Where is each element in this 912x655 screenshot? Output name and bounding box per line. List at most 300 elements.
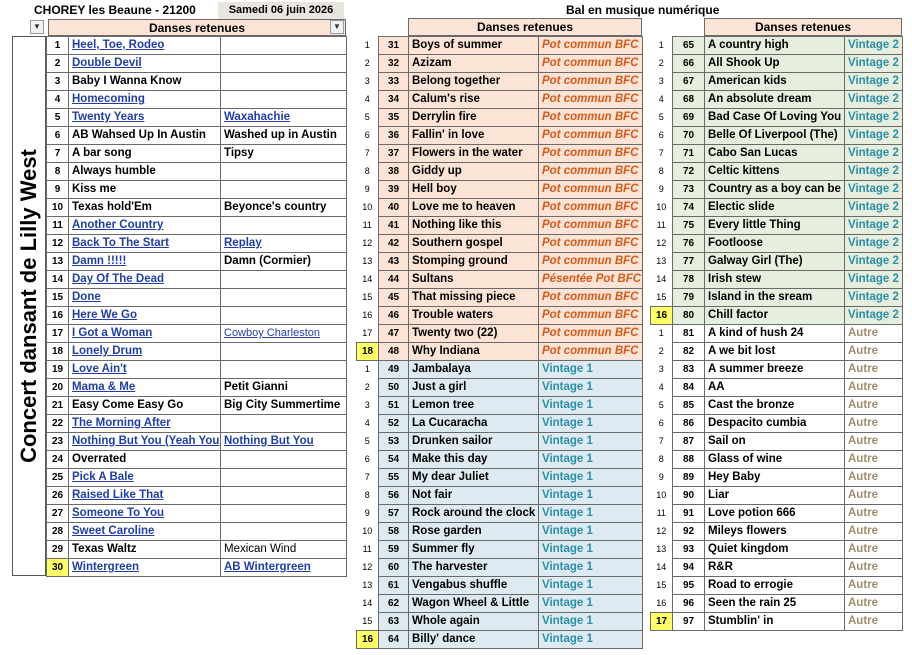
row-number: 63 [379,613,409,631]
dance-title: Quiet kingdom [705,541,845,559]
alt-title [221,505,347,523]
alt-title [221,487,347,505]
category-label: Vintage 2 [845,55,903,73]
group-index: 7 [658,436,664,446]
alt-title [221,127,347,145]
dance-title: Jambalaya [409,361,539,379]
dance-title [69,451,221,469]
category-label: Vintage 1 [539,505,643,523]
dance-title[interactable] [69,271,221,289]
dance-title: Not fair [409,487,539,505]
table-row [357,541,643,559]
group-index: 8 [658,454,664,464]
row-number: 87 [673,433,705,451]
table-row [357,559,643,577]
dance-name: A bar song [72,147,132,159]
dance-title: Southern gospel [409,235,539,253]
right-column-header-label: Danses retenues [754,20,852,34]
category-label: Pot commun BFC [539,217,643,235]
group-index: 1 [364,40,370,50]
group-index: 10 [656,202,667,212]
group-index: 15 [362,292,373,302]
dance-title[interactable] [69,55,221,73]
row-number: 31 [379,37,409,55]
group-index: 13 [656,256,667,266]
alt-name: Washed up in Austin [224,129,337,141]
dance-title [69,199,221,217]
alt-link[interactable]: Nothing But You [224,435,314,447]
row-number: 54 [379,451,409,469]
dance-link[interactable]: Another Country [72,219,164,231]
table-row [651,217,903,235]
alt-title [221,217,347,235]
group-index: 9 [658,472,664,482]
dance-title[interactable] [69,523,221,541]
table-row [47,235,347,253]
dance-title[interactable] [69,109,221,127]
alt-link[interactable]: Replay [224,237,262,249]
alt-title [221,91,347,109]
row-number: 43 [379,253,409,271]
table-row [651,289,903,307]
alt-title [221,307,347,325]
row-number: 35 [379,109,409,127]
filter-dropdown-icon-2[interactable]: ▼ [330,20,344,34]
table-row [651,487,903,505]
table-row [47,469,347,487]
table-row [47,55,347,73]
table-row [357,217,643,235]
dance-link[interactable]: The Morning After [72,417,171,429]
table-row [357,181,643,199]
row-number: 7 [47,145,69,163]
dance-title[interactable] [69,91,221,109]
category-label: Autre [845,451,903,469]
category-label: Autre [845,343,903,361]
dance-link[interactable]: Nothing But You (Yeah You [72,435,220,447]
category-label: Vintage 1 [539,595,643,613]
category-label: Autre [845,379,903,397]
group-index: 12 [656,526,667,536]
dance-title[interactable] [69,469,221,487]
group-index: 14 [362,274,373,284]
dance-title: Billy' dance [409,631,539,649]
table-row [651,577,903,595]
row-number: 3 [47,73,69,91]
group-index: 14 [362,598,373,608]
dance-title: Why Indiana [409,343,539,361]
table-row [47,145,347,163]
category-label: Autre [845,577,903,595]
row-number: 48 [379,343,409,361]
dance-title[interactable] [69,253,221,271]
group-index: 7 [364,472,370,482]
row-number: 41 [379,217,409,235]
dance-title[interactable] [69,235,221,253]
table-row [357,253,643,271]
row-number: 37 [379,145,409,163]
dance-link[interactable]: Twenty Years [72,111,145,123]
table-row [357,595,643,613]
table-row [357,55,643,73]
dance-title: An absolute dream [705,91,845,109]
row-number: 21 [47,397,69,415]
dance-link[interactable]: Wintergreen [72,561,139,573]
alt-title[interactable] [221,325,347,343]
dance-title: Derrylin fire [409,109,539,127]
dance-link[interactable]: I Got a Woman [72,327,153,339]
alt-title [221,523,347,541]
middle-column-header [408,18,642,36]
alt-title[interactable] [221,433,347,451]
category-label: Pot commun BFC [539,253,643,271]
alt-link[interactable]: Cowboy Charleston [224,327,320,339]
event-date: Samedi 06 juin 2026 [218,2,344,19]
dance-title: Irish stew [705,271,845,289]
row-number: 26 [47,487,69,505]
dance-title [69,163,221,181]
table-row [47,217,347,235]
dance-title: A kind of hush 24 [705,325,845,343]
row-number: 76 [673,235,705,253]
dance-title[interactable] [69,415,221,433]
vertical-title: Concert dansant de Lilly West [16,149,41,463]
dance-link[interactable]: Heel, Toe, Rodeo [72,39,165,51]
left-column-header-label: Danses retenues [148,21,246,35]
dance-title: Drunken sailor [409,433,539,451]
dance-title: Make this day [409,451,539,469]
group-index: 1 [658,40,664,50]
dance-link[interactable]: Lonely Drum [72,345,143,357]
table-row [357,469,643,487]
dance-title: Rock around the clock [409,505,539,523]
category-label: Autre [845,613,903,631]
table-row [651,469,903,487]
alt-name: Big City Summertime [224,399,341,411]
table-row [651,163,903,181]
row-number: 83 [673,361,705,379]
table-row [47,397,347,415]
table-row [357,343,643,361]
dance-title[interactable] [69,37,221,55]
dance-title: Mileys flowers [705,523,845,541]
group-index: 18 [357,343,379,361]
category-label: Vintage 1 [539,361,643,379]
category-label: Autre [845,595,903,613]
middle-column-header-label: Danses retenues [476,20,574,34]
table-row [357,289,643,307]
table-row [357,631,643,649]
table-row [47,487,347,505]
alt-title[interactable] [221,235,347,253]
dance-title[interactable] [69,307,221,325]
dance-title: La Cucaracha [409,415,539,433]
table-row [47,91,347,109]
dance-title: Footloose [705,235,845,253]
dance-title: My dear Juliet [409,469,539,487]
group-index: 14 [656,562,667,572]
alt-title [221,163,347,181]
category-label: Vintage 2 [845,307,903,325]
alt-title [221,361,347,379]
alt-title [221,397,347,415]
alt-title [221,145,347,163]
row-number: 4 [47,91,69,109]
dance-title: Belong together [409,73,539,91]
dance-title: Giddy up [409,163,539,181]
group-index: 5 [658,112,664,122]
dance-link[interactable]: Damn !!!!! [72,255,127,267]
category-label: Autre [845,469,903,487]
table-row [651,541,903,559]
dance-title[interactable] [69,217,221,235]
dance-link[interactable]: Day Of The Dead [72,273,165,285]
category-label: Vintage 2 [845,127,903,145]
group-index: 17 [362,327,373,338]
row-number: 8 [47,163,69,181]
dance-title: Belle Of Liverpool (The) [705,127,845,145]
dance-link[interactable]: Sweet Caroline [72,525,155,537]
dance-title: Glass of wine [705,451,845,469]
table-row [651,325,903,343]
dance-title[interactable] [69,343,221,361]
row-number: 5 [47,109,69,127]
vertical-title-box [12,36,46,576]
table-row [651,37,903,55]
category-label: Pot commun BFC [539,145,643,163]
group-index: 8 [364,166,370,176]
row-number: 23 [47,433,69,451]
table-row [47,307,347,325]
group-index: 11 [656,508,666,518]
dance-title[interactable] [69,379,221,397]
category-label: Autre [845,487,903,505]
group-index: 5 [364,436,370,446]
group-index: 2 [364,382,370,392]
alt-title [221,541,347,559]
table-row [47,181,347,199]
dance-link[interactable]: Raised Like That [72,489,164,501]
group-index: 5 [658,400,664,410]
group-index: 13 [362,580,373,590]
group-index: 11 [362,220,372,230]
group-index: 6 [658,130,664,140]
category-label: Vintage 1 [539,487,643,505]
row-number: 24 [47,451,69,469]
alt-title[interactable] [221,559,347,577]
table-row [651,559,903,577]
table-row [651,199,903,217]
row-number: 94 [673,559,705,577]
row-number: 62 [379,595,409,613]
group-index: 12 [362,238,373,248]
group-index: 16 [357,631,379,649]
row-number: 27 [47,505,69,523]
table-row [651,73,903,91]
row-number: 58 [379,523,409,541]
category-label: Vintage 1 [539,433,643,451]
alt-name: Tipsy [224,147,254,159]
category-label: Pot commun BFC [539,235,643,253]
group-index: 13 [656,544,667,554]
alt-title [221,343,347,361]
group-index: 12 [362,562,373,572]
dance-title: Love me to heaven [409,199,539,217]
dance-name: Kiss me [72,183,117,195]
row-number: 14 [47,271,69,289]
group-index: 13 [362,256,373,266]
dance-title[interactable] [69,361,221,379]
table-row [651,415,903,433]
table-row [651,505,903,523]
row-number: 80 [673,307,705,325]
row-number: 91 [673,505,705,523]
dance-link[interactable]: Love Ain't [72,363,127,375]
category-label: Autre [845,415,903,433]
dance-title: Seen the rain 25 [705,595,845,613]
group-index: 15 [362,615,373,626]
dance-title: Liar [705,487,845,505]
table-row [357,145,643,163]
row-number: 96 [673,595,705,613]
row-number: 57 [379,505,409,523]
alt-title [221,469,347,487]
dance-name: Texas hold'Em [72,201,152,213]
dance-link[interactable]: Back To The Start [72,237,169,249]
dance-link[interactable]: Mama & Me [72,381,136,393]
row-number: 46 [379,307,409,325]
alt-title [221,289,347,307]
dance-title: Despacito cumbia [705,415,845,433]
row-number: 2 [47,55,69,73]
dance-title: AA [705,379,845,397]
table-row [47,109,347,127]
dance-title[interactable] [69,505,221,523]
row-number: 74 [673,199,705,217]
group-index: 16 [362,310,373,320]
group-index: 2 [658,346,664,356]
center-title: Bal en musique numérique [566,3,720,17]
group-index: 7 [658,148,664,158]
row-number: 66 [673,55,705,73]
dance-title: Every little Thing [705,217,845,235]
left-column-header [48,19,346,36]
table-row [651,397,903,415]
alt-title [221,37,347,55]
row-number: 52 [379,415,409,433]
filter-dropdown-icon[interactable]: ▼ [30,20,44,34]
dance-title[interactable] [69,289,221,307]
group-index: 15 [656,580,667,590]
row-number: 50 [379,379,409,397]
category-label: Vintage 1 [539,559,643,577]
dance-link[interactable]: Done [72,291,101,303]
category-label: Autre [845,523,903,541]
group-index: 1 [364,364,370,375]
group-index: 7 [364,148,370,158]
table-row [357,397,643,415]
row-number: 72 [673,163,705,181]
table-row [357,379,643,397]
dance-title: Country as a boy can be [705,181,845,199]
dance-title: That missing piece [409,289,539,307]
table-row [651,55,903,73]
category-label: Vintage 2 [845,199,903,217]
left-dance-table [46,36,347,577]
alt-title [221,451,347,469]
dance-title: Cast the bronze [705,397,845,415]
category-label: Vintage 2 [845,91,903,109]
row-number: 75 [673,217,705,235]
row-number: 30 [47,559,69,577]
category-label: Vintage 2 [845,37,903,55]
row-number: 71 [673,145,705,163]
dance-link[interactable]: Here We Go [72,309,137,321]
alt-link[interactable]: Waxahachie [224,111,291,123]
alt-name: Mexican Wind [224,543,297,555]
dance-name: Baby I Wanna Know [72,75,182,87]
dance-title: Electic slide [705,199,845,217]
dance-name: Always humble [72,165,156,177]
category-label: Vintage 2 [845,163,903,181]
row-number: 42 [379,235,409,253]
alt-link[interactable]: AB Wintergreen [224,561,311,573]
row-number: 39 [379,181,409,199]
group-index: 2 [658,58,664,68]
dance-title: Trouble waters [409,307,539,325]
row-number: 15 [47,289,69,307]
dance-title: Celtic kittens [705,163,845,181]
table-row [651,181,903,199]
group-index: 6 [364,454,370,464]
dance-title: Hell boy [409,181,539,199]
row-number: 84 [673,379,705,397]
dance-link[interactable]: Double Devil [72,57,142,69]
category-label: Autre [845,541,903,559]
group-index: 5 [364,112,370,122]
alt-name: Petit Gianni [224,381,288,393]
dance-title [69,181,221,199]
row-number: 12 [47,235,69,253]
dance-link[interactable]: Someone To You [72,507,165,519]
table-row [47,505,347,523]
table-row [357,451,643,469]
row-number: 59 [379,541,409,559]
row-number: 20 [47,379,69,397]
alt-title [221,415,347,433]
dance-title[interactable] [69,487,221,505]
table-row [651,595,903,613]
dance-link[interactable]: Homecoming [72,93,145,105]
dance-title [69,127,221,145]
table-row [47,253,347,271]
dance-title[interactable] [69,559,221,577]
middle-dance-table [356,36,643,649]
group-index: 17 [651,613,673,631]
dance-title: A we bit lost [705,343,845,361]
category-label: Autre [845,433,903,451]
alt-title[interactable] [221,109,347,127]
table-row [47,37,347,55]
dance-link[interactable]: Pick A Bale [72,471,134,483]
category-label: Vintage 1 [539,523,643,541]
dance-title[interactable] [69,325,221,343]
dance-title: Rose garden [409,523,539,541]
category-label: Vintage 1 [539,415,643,433]
category-label: Autre [845,325,903,343]
dance-title[interactable] [69,433,221,451]
row-number: 16 [47,307,69,325]
